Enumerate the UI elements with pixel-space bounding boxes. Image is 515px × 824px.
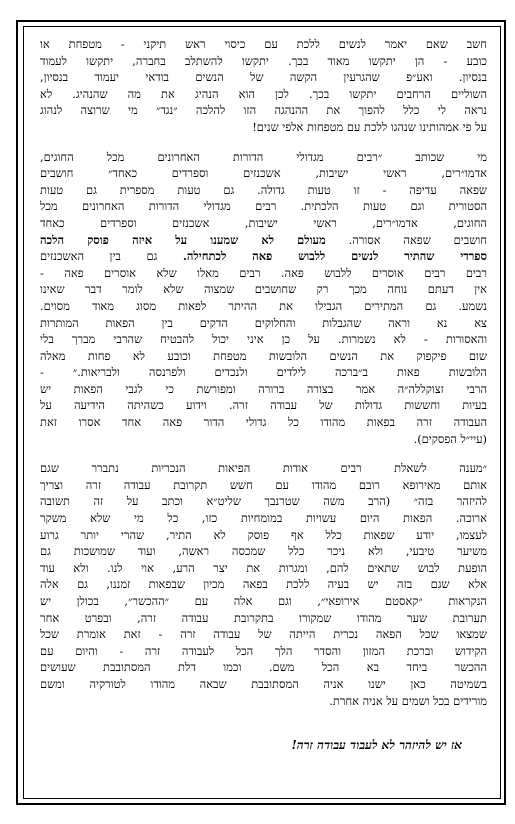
text-segment: הסטורית וגם טעות הלכתית. רבים מגדולי הדורות האחרונים מכל	[40, 199, 487, 214]
text-segment: בשמיטה כאן ישנו אניה המסתובבת שבאה מהודו לטורקיה ומשם	[40, 676, 487, 691]
text-line	[40, 69, 487, 86]
text-line	[40, 53, 487, 70]
text-line	[40, 493, 487, 510]
text-line	[40, 86, 487, 103]
text-segment: תערובת שער מהודו שמקורו בתקרובת עבודה זרה, ובפרט אחר	[40, 610, 487, 625]
document-body	[40, 36, 487, 722]
text-line	[40, 397, 487, 414]
text-line	[40, 348, 487, 365]
text-line	[40, 543, 487, 560]
text-segment: החוגים, אדמו״רים, ראשי ישיבות, אשכנזים וספרדים כאחד	[40, 215, 487, 230]
text-line	[40, 610, 487, 627]
text-line	[40, 165, 487, 182]
closing-statement: אז יש להיזהר לא לעבוד עבודה זרה!	[291, 738, 462, 752]
text-line	[40, 643, 487, 660]
text-line	[40, 510, 487, 527]
text-segment: חשב שאם יאמר לנשים ללכת עם כיסוי ראש תיקני - מטפחת או	[40, 37, 487, 51]
text-segment: שפאה עדיפה - זו טעות גדולה. גם טעות מספרית גם טעות	[40, 182, 487, 197]
text-line	[40, 676, 487, 693]
text-line	[40, 36, 487, 53]
text-segment: הופעת לבוש שתאים להם, ומגרות את יצר הרע, אוי לנו. ולא עוד	[40, 560, 487, 575]
text-segment: חושבים שפאה אסורה.	[325, 232, 487, 247]
text-line	[40, 298, 487, 315]
text-line	[40, 232, 487, 249]
text-line	[40, 460, 487, 477]
text-line	[40, 331, 487, 348]
text-segment: בעיות וחששות גדולות של עבודה זרה. וידוע כשהיתה הידיעה על	[40, 398, 487, 413]
text-line	[40, 659, 487, 676]
text-segment: מי שכותב ״רבים מגדולי הדורות האחרונים מכל החוגים,	[40, 149, 487, 164]
text-segment: הלובשות פאות ב״ברכה לילדים ולנכדים ולפרנסה ולבריאות.״ -	[40, 365, 487, 380]
text-segment: והאסורות - לא נשמרות. על כן איני יכול להבטיח שהרבי מברך בלי	[40, 332, 487, 347]
paragraph-1	[40, 36, 487, 136]
text-segment: מורידים בכל ושמים על אניה אחרת.	[329, 693, 487, 708]
text-segment: אותם מאירופא רובם מהודו עם חשש תקרובת עבודה זרה וצריך	[40, 477, 487, 492]
text-line	[40, 477, 487, 494]
text-line	[40, 414, 487, 431]
bold-text: ספרדי שהתיר לנשים ללבוש פאה לכתחילה.	[182, 249, 487, 264]
text-segment: על פי אמהותינו שנהגו ללכת עם מטפחות אלפי שנים!	[252, 119, 487, 134]
text-line	[40, 265, 487, 282]
text-line	[40, 560, 487, 577]
text-segment: בנסיון. ואע״פ שהגרעין הקשה של הנשים בודאי יעמוד בנסיון,	[40, 70, 487, 85]
text-line	[40, 315, 487, 332]
text-segment: צא נא וראה שהגבלות והחלוקים הדקים בין הפאות המותרות	[40, 315, 487, 330]
text-segment: השוליים הרחבים יתקשו בכך. לכן הוא הנהיג את מה שהנהיג. לא	[40, 86, 487, 101]
text-line	[40, 527, 487, 544]
text-segment: נשמע. גם המתירים הגבילו את ההיתר לפאות מסוג מאוד מסוים.	[40, 298, 487, 313]
text-line	[40, 215, 487, 232]
text-segment: העבודה זרה בפאות מהודו כל גדולי הדור פאה אחד אסרו זאת	[40, 415, 487, 430]
text-line	[40, 281, 487, 298]
text-segment: (עיי״ל הפסקים).	[413, 431, 487, 446]
text-line	[40, 149, 487, 166]
text-segment: ארוכה. הפאות היום עשויות במומחיות כזו, כל מי שלא משקר	[40, 511, 487, 526]
paragraph-2	[40, 149, 487, 448]
text-segment: הקידוש וברכת המזון והסדר הלך הכל לעבודה זרה - והיום עם	[40, 643, 487, 658]
text-segment: כובע - הן יתקשו מאוד בכך. יתקשו להשתלב בחברה, יתקשו לעמוד	[40, 53, 487, 68]
bold-text: מעולם לא שמענו על איזה פוסק הלכה	[40, 232, 326, 247]
paragraph-3	[40, 460, 487, 709]
text-segment: אין דעתם נוחה מכך רק שחושבים שמצוה שלא לומר דבר שאינו	[40, 282, 487, 297]
text-segment: גם בין האשכנזים	[40, 249, 183, 264]
text-segment: הנקראות ״קאסטם אירופאי״, וגם אלה עם ״ההכשר״, בכולן יש	[40, 594, 487, 608]
text-line	[40, 248, 487, 265]
text-line	[40, 576, 487, 593]
text-segment: שום פיקפוק את הנשים הלובשות מטפחת וכובע לא פחות מאלה	[40, 348, 487, 363]
text-segment: שמצאו שכל הפאה נכרית הייתה של עבודה זרה - זאת אומרת שכל	[40, 627, 487, 642]
text-segment: ״מענה לשאלת רבים אודות הפיאות הנכריות נתברר שגם	[40, 461, 487, 476]
text-line	[40, 593, 487, 610]
text-segment: אדמו״רים, ראשי ישיבות, אשכנזים וספרדים כאחד״ חושבים	[40, 166, 487, 181]
text-segment: לעצמו, יודע שפאות כלל אף פוסק לא התיר, שהרי יותר גרוע	[40, 527, 487, 542]
text-segment: נראה לי כלל להפוך את ההנהגה הזו להלכה ״נגד״ מי שרוצה לנהוג	[40, 103, 487, 118]
text-segment: אלא שגם בזה יש בעיה ללכת בפאה מכיון שבפאות זמננו, גם אלה	[40, 577, 487, 592]
text-segment: ההכשר ביחד בא הכל משם. וכמו דלת המסתובבת שעושים	[40, 660, 487, 675]
text-segment: משיער טיבעי, ולא ניכר כלל שמכסה ראשה, ועוד שמושכות גם	[40, 544, 487, 559]
text-line	[40, 102, 487, 119]
text-line	[40, 431, 487, 448]
text-line	[40, 626, 487, 643]
text-line	[40, 381, 487, 398]
text-segment: להיזהר בזה״ (הרב משה שטרנבך שליט״א וכתב על זה תשובה	[40, 494, 487, 509]
text-line	[40, 119, 487, 136]
text-line	[40, 364, 487, 381]
text-line	[40, 693, 487, 710]
text-line	[40, 198, 487, 215]
text-segment: רבים רבים אוסרים ללבוש פאה. רבים מאלו שלא אוסרים פאה -	[40, 265, 487, 280]
text-line	[40, 182, 487, 199]
text-segment: הרבי זצוקללה״ה אמר בצורה ברורה ומפורשת כי לגבי הפאות יש	[40, 381, 487, 396]
